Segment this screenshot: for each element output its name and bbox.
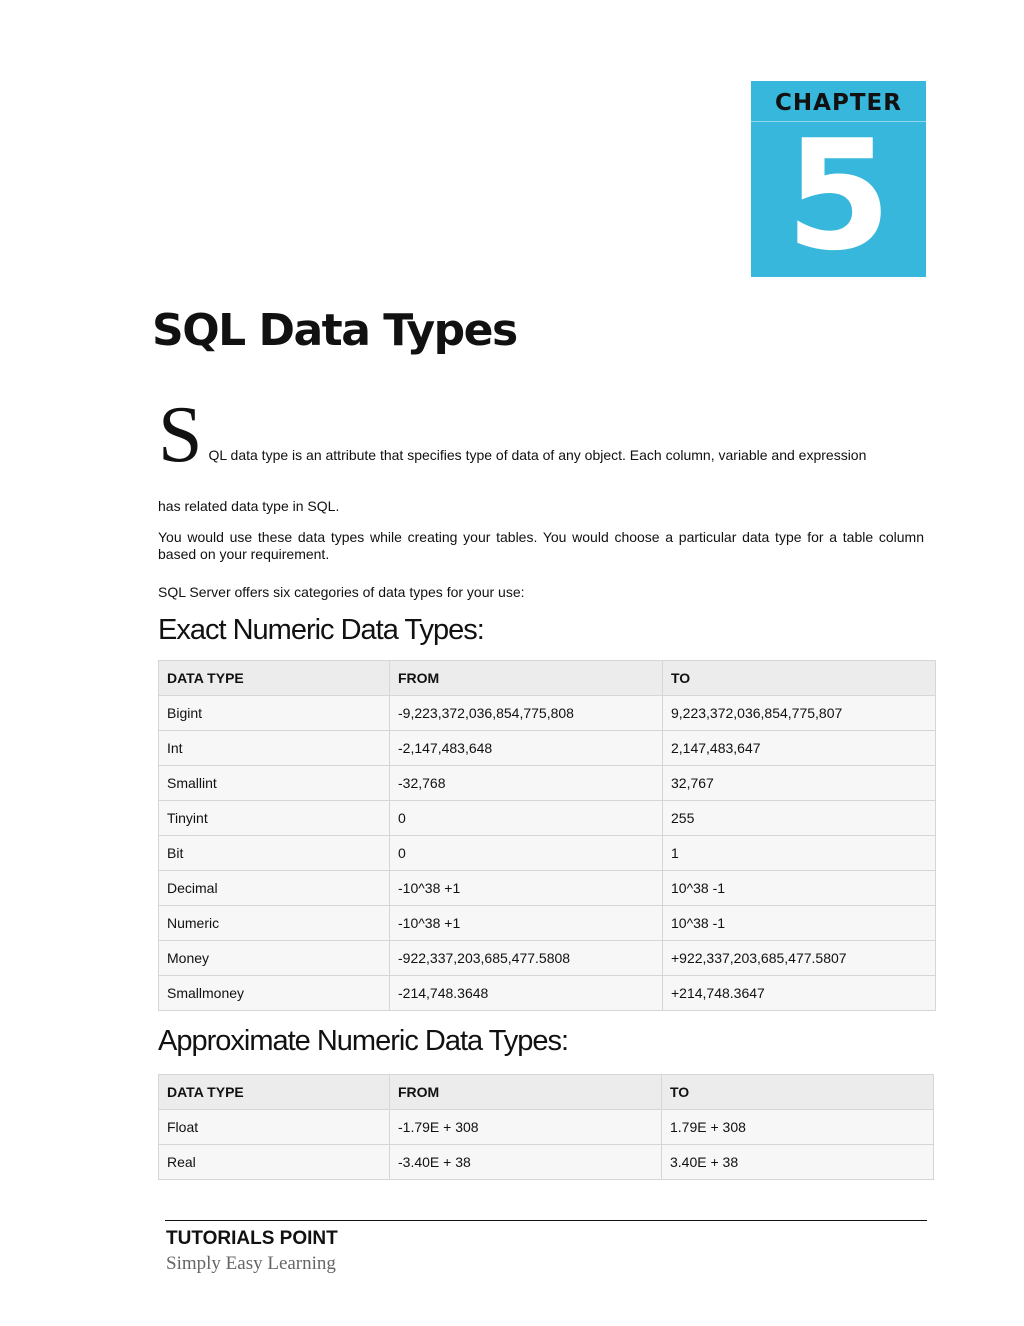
body-paragraph: You would use these data types while creating your tables. You would choose a particular data type for a table column based on your requirement. [158,529,924,562]
table-cell: Smallint [159,766,390,801]
intro-continuation: has related data type in SQL. [158,498,340,514]
table-row [159,941,936,976]
footer-divider [165,1220,927,1221]
column-header: FROM [390,1075,662,1110]
table-cell: Tinyint [159,801,390,836]
table-cell: 2,147,483,647 [663,731,936,766]
table-cell: 32,767 [663,766,936,801]
table-cell: Real [159,1145,390,1180]
table-row [159,766,936,801]
table-row [159,801,936,836]
section-heading-approximate-numeric: Approximate Numeric Data Types: [158,1025,569,1057]
table-row [159,871,936,906]
table-cell: -2,147,483,648 [390,731,663,766]
page-title: SQL Data Types [152,305,517,356]
table-cell: 10^38 -1 [663,871,936,906]
table-cell: Bigint [159,696,390,731]
exact-numeric-table [158,660,936,1011]
table-cell: 0 [390,801,663,836]
table-header-row [159,661,936,696]
table-row [159,836,936,871]
table-cell: -9,223,372,036,854,775,808 [390,696,663,731]
table-row [159,976,936,1011]
table-row [159,1110,934,1145]
table-cell: 255 [663,801,936,836]
column-header: TO [663,661,936,696]
chapter-label: CHAPTER [775,90,902,116]
table-cell: Decimal [159,871,390,906]
table-cell: -10^38 +1 [390,906,663,941]
column-header: FROM [390,661,663,696]
column-header: DATA TYPE [159,1075,390,1110]
intro-paragraph [158,391,924,515]
table-cell: Int [159,731,390,766]
table-cell: Float [159,1110,390,1145]
drop-cap: S [158,391,203,479]
footer-brand: TUTORIALS POINT [166,1228,338,1249]
chapter-badge [751,81,926,284]
table-cell: -1.79E + 308 [390,1110,662,1145]
table-row [159,906,936,941]
table-row [159,1145,934,1180]
table-row [159,696,936,731]
table-cell: -214,748.3648 [390,976,663,1011]
body-paragraph: SQL Server offers six categories of data types for your use: [158,584,525,600]
column-header: TO [662,1075,934,1110]
table-cell: Numeric [159,906,390,941]
section-heading-exact-numeric: Exact Numeric Data Types: [158,614,484,646]
table-cell: 9,223,372,036,854,775,807 [663,696,936,731]
footer-tagline: Simply Easy Learning [166,1253,336,1274]
intro-first-line: QL data type is an attribute that specifies type of data of any object. Each column, variable and expression [208,447,867,463]
column-header: DATA TYPE [159,661,390,696]
table-cell: 1.79E + 308 [662,1110,934,1145]
table-cell: 0 [390,836,663,871]
table-cell: 3.40E + 38 [662,1145,934,1180]
table-cell: +922,337,203,685,477.5807 [663,941,936,976]
table-cell: -32,768 [390,766,663,801]
table-header-row [159,1075,934,1110]
approximate-numeric-table [158,1074,934,1180]
table-cell: 10^38 -1 [663,906,936,941]
table-cell: Smallmoney [159,976,390,1011]
table-cell: +214,748.3647 [663,976,936,1011]
table-cell: -3.40E + 38 [390,1145,662,1180]
table-cell: -922,337,203,685,477.5808 [390,941,663,976]
table-row [159,731,936,766]
table-cell: -10^38 +1 [390,871,663,906]
table-cell: Bit [159,836,390,871]
table-cell: Money [159,941,390,976]
chapter-number: 5 [785,107,892,284]
table-cell: 1 [663,836,936,871]
